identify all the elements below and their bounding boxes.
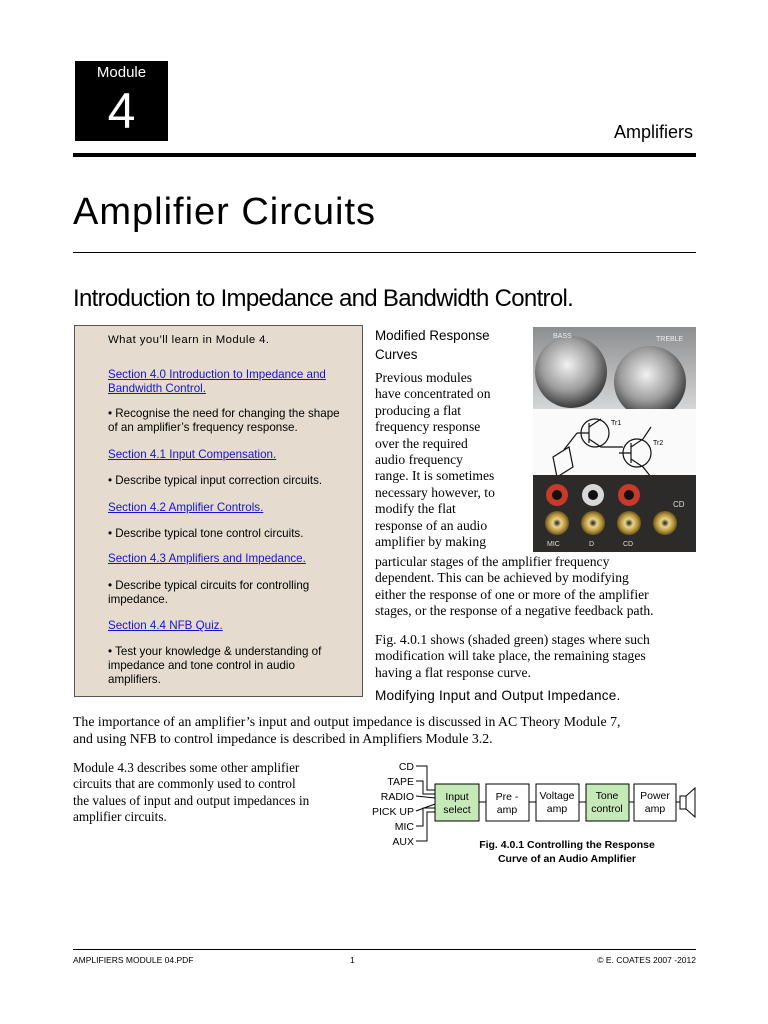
section-4-1-link[interactable]: Section 4.1 Input Compensation.	[108, 448, 277, 461]
para-line: range. It is sometimes	[375, 468, 495, 484]
modified-response-para-wide	[375, 554, 654, 620]
para-line: Fig. 4.0.1 shows (shaded green) stages where such	[375, 632, 650, 647]
learning-objectives-box	[74, 325, 363, 697]
block-voltage-amp-line2: amp	[546, 803, 568, 815]
para-line: particular stages of the amplifier frequency	[375, 554, 610, 569]
input-label-radio: RADIO	[380, 791, 414, 803]
para-line: have concentrated on	[375, 386, 491, 402]
section-4-0-link[interactable]: Section 4.0 Introduction to Impedance and Bandwidth Control.	[108, 368, 326, 395]
block-power-amp-line1: Power	[640, 790, 670, 802]
modified-response-heading: Modified Response Curves	[375, 328, 490, 362]
page-title: Amplifier Circuits	[73, 191, 377, 233]
block-input-select-line1: Input	[445, 791, 469, 803]
amplifier-illustration	[533, 327, 696, 552]
tr2-label: Tr2	[653, 440, 664, 447]
block-input-select-line2: select	[443, 804, 471, 816]
figure-caption-line2: Curve of an Audio Amplifier	[497, 853, 637, 865]
bass-knob	[535, 336, 607, 408]
section-4-4-link[interactable]: Section 4.4 NFB Quiz.	[108, 619, 223, 632]
para-line: modification will take place, the remaining stages	[375, 648, 646, 664]
speaker-icon	[680, 788, 695, 817]
module-badge	[75, 61, 168, 141]
input-label-aux: AUX	[392, 836, 414, 848]
block-voltage-amp-line1: Voltage	[539, 790, 575, 802]
block-tone-control-line2: control	[591, 803, 623, 815]
header-rule	[73, 153, 696, 157]
treble-label: TREBLE	[656, 336, 684, 343]
input-label-cd: CD	[398, 761, 414, 773]
para-line: The importance of an amplifier’s input and output impedance is discussed in AC Theory Module 7,	[73, 714, 621, 729]
footer-page-number: 1	[350, 955, 355, 965]
gold-jack	[653, 511, 677, 535]
block-power-amp-line2: amp	[644, 803, 666, 815]
para-line: having a flat response curve.	[375, 664, 531, 680]
block-diagram	[365, 758, 700, 870]
section-4-2-desc: • Describe typical tone control circuits.	[108, 527, 304, 540]
para-line: frequency response	[375, 419, 481, 435]
block-pre-amp-line1: Pre -	[495, 791, 519, 803]
cd-jack-label-right: CD	[673, 500, 685, 509]
block-pre-amp-line2: amp	[496, 804, 518, 816]
input-label-mic: MIC	[394, 821, 414, 833]
para-line: producing a flat	[375, 402, 462, 418]
para-line: Previous modules	[375, 370, 473, 385]
section-4-4-desc: • Test your knowledge & understanding of impedance and tone control in audio amplifiers.	[108, 645, 322, 686]
section-name: Amplifiers	[613, 122, 693, 142]
input-label-pickup: PICK UP	[371, 806, 414, 818]
amplifier-illustration-svg	[533, 327, 696, 552]
input-label-tape: TAPE	[387, 776, 414, 788]
gold-jack	[545, 511, 569, 535]
para-line: circuits that are commonly used to control	[73, 776, 296, 792]
figure-caption-line1: Fig. 4.0.1 Controlling the Response	[479, 839, 655, 851]
para-line: amplifier circuits.	[73, 809, 167, 825]
section-4-2-link[interactable]: Section 4.2 Amplifier Controls.	[108, 501, 264, 514]
figure-reference-para	[375, 632, 650, 681]
para-line: stages, or the response of a negative feedback path.	[375, 603, 654, 619]
section-4-3-desc: • Describe typical circuits for controlling impedance.	[108, 579, 310, 606]
para-line: modify the flat	[375, 501, 456, 517]
title-rule	[73, 252, 696, 253]
gold-jack	[617, 511, 641, 535]
d-jack-label: D	[589, 541, 595, 548]
footer-rule	[73, 949, 696, 950]
footer-copyright: © E. COATES 2007 -2012	[597, 955, 696, 965]
module-number: 4	[107, 83, 136, 139]
bass-label: BASS	[553, 333, 572, 340]
modified-response-para-narrow	[375, 370, 495, 550]
para-line: the values of input and output impedances in	[73, 792, 310, 808]
footer-filename: AMPLIFIERS MODULE 04.PDF	[73, 955, 194, 965]
para-line: over the required	[375, 435, 468, 451]
para-line: necessary however, to	[375, 484, 495, 500]
mic-jack-label: MIC	[547, 541, 560, 548]
para-line: audio frequency	[375, 452, 463, 468]
gold-jack	[581, 511, 605, 535]
section-4-0-desc: • Recognise the need for changing the shape of an amplifier’s frequency response.	[108, 407, 340, 434]
block-tone-control-line1: Tone	[595, 790, 619, 802]
impedance-heading: Modifying Input and Output Impedance.	[375, 688, 621, 703]
treble-knob	[614, 346, 686, 418]
cd-jack-label: CD	[623, 541, 634, 548]
section-4-3-link[interactable]: Section 4.3 Amplifiers and Impedance.	[108, 552, 306, 565]
para-line: response of an audio	[375, 517, 488, 533]
module-label: Module	[96, 64, 147, 81]
para-line: amplifier by making	[375, 534, 486, 550]
page-subtitle: Introduction to Impedance and Bandwidth Control.	[73, 285, 574, 312]
tr1-label: Tr1	[611, 420, 622, 427]
para-line: and using NFB to control impedance is described in Amplifiers Module 3.2.	[73, 731, 493, 746]
module-4-3-para	[73, 760, 309, 826]
para-line: either the response of one or more of the amplifier	[375, 586, 649, 602]
section-4-1-desc: • Describe typical input correction circuits.	[108, 474, 323, 487]
impedance-para	[73, 713, 620, 747]
para-line: dependent. This can be achieved by modifying	[375, 570, 629, 586]
learn-box-heading: What you’ll learn in Module 4.	[108, 334, 270, 346]
para-line: Module 4.3 describes some other amplifier	[73, 760, 300, 775]
